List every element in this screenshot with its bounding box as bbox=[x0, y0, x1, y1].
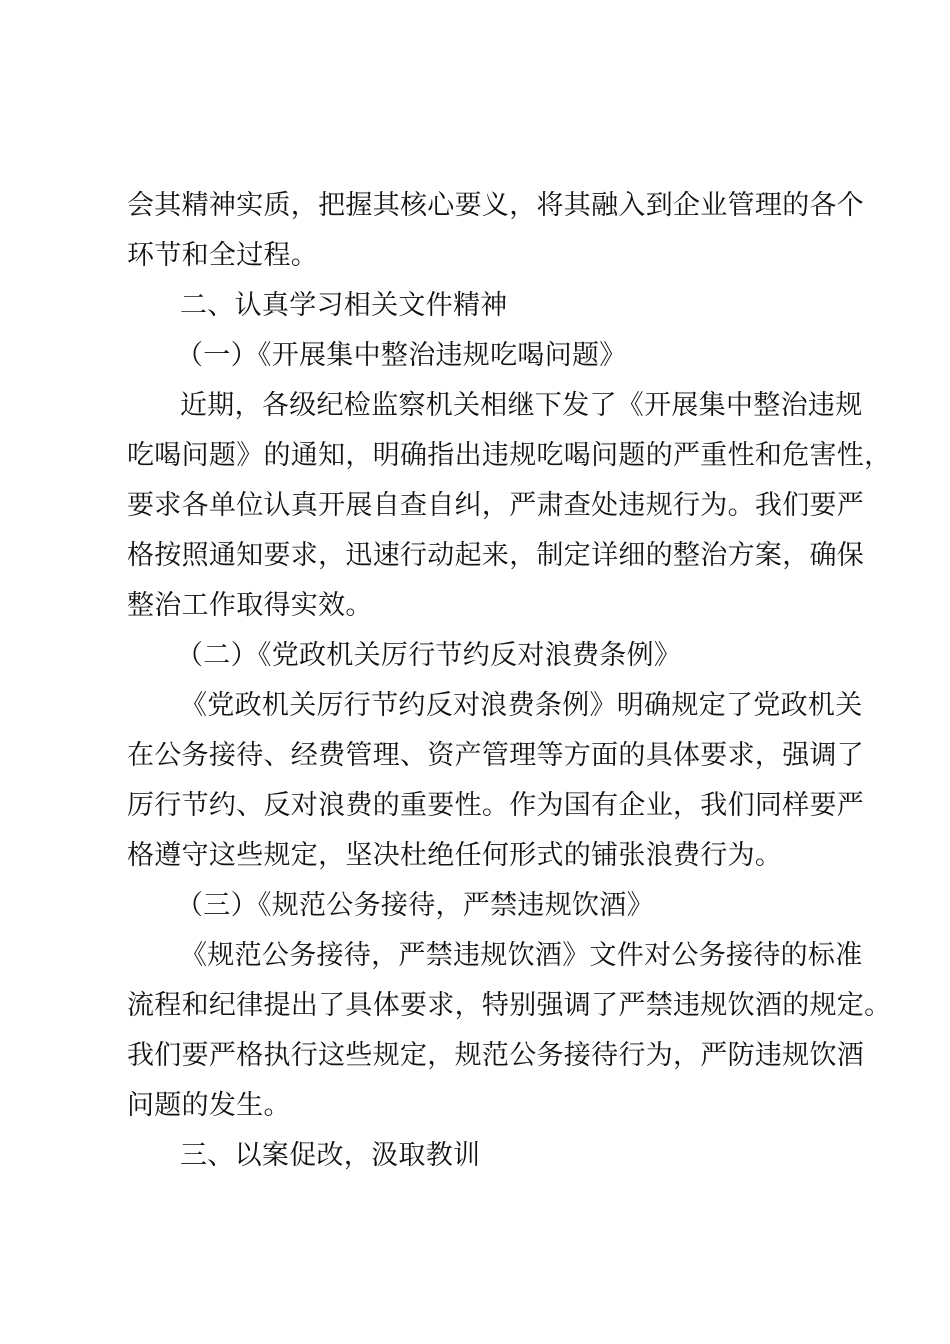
paragraph-line: 问题的发生。 bbox=[127, 1090, 291, 1121]
subsection-heading: （二）《党政机关厉行节约反对浪费条例》 bbox=[176, 640, 682, 671]
subsection-heading: （一）《开展集中整治违规吃喝问题》 bbox=[176, 340, 627, 371]
paragraph-line: 要求各单位认真开展自查自纠，严肃查处违规行为。我们要严 bbox=[127, 490, 865, 521]
paragraph-line: 流程和纪律提出了具体要求，特别强调了严禁违规饮酒的规定。 bbox=[127, 990, 892, 1021]
section-heading: 二、认真学习相关文件精神 bbox=[180, 290, 508, 321]
subsection-heading: （三）《规范公务接待，严禁违规饮酒》 bbox=[176, 890, 654, 921]
paragraph-line: 厉行节约、反对浪费的重要性。作为国有企业，我们同样要严 bbox=[127, 790, 865, 821]
paragraph-line: 《规范公务接待，严禁违规饮酒》文件对公务接待的标准 bbox=[180, 940, 863, 971]
paragraph-line: 会其精神实质，把握其核心要义，将其融入到企业管理的各个 bbox=[127, 190, 865, 221]
paragraph-line: 近期，各级纪检监察机关相继下发了《开展集中整治违规 bbox=[180, 390, 863, 421]
paragraph-line: 整治工作取得实效。 bbox=[127, 590, 373, 621]
section-heading: 三、以案促改，汲取教训 bbox=[180, 1140, 481, 1171]
paragraph-line: 《党政机关厉行节约反对浪费条例》明确规定了党政机关 bbox=[180, 690, 863, 721]
paragraph-line: 格按照通知要求，迅速行动起来，制定详细的整治方案，确保 bbox=[127, 540, 865, 571]
paragraph-line: 吃喝问题》的通知，明确指出违规吃喝问题的严重性和危害性， bbox=[127, 440, 892, 471]
paragraph-line: 我们要严格执行这些规定，规范公务接待行为，严防违规饮酒 bbox=[127, 1040, 865, 1071]
paragraph-line: 在公务接待、经费管理、资产管理等方面的具体要求，强调了 bbox=[127, 740, 865, 771]
paragraph-line: 环节和全过程。 bbox=[127, 240, 319, 271]
paragraph-line: 格遵守这些规定，坚决杜绝任何形式的铺张浪费行为。 bbox=[127, 840, 783, 871]
